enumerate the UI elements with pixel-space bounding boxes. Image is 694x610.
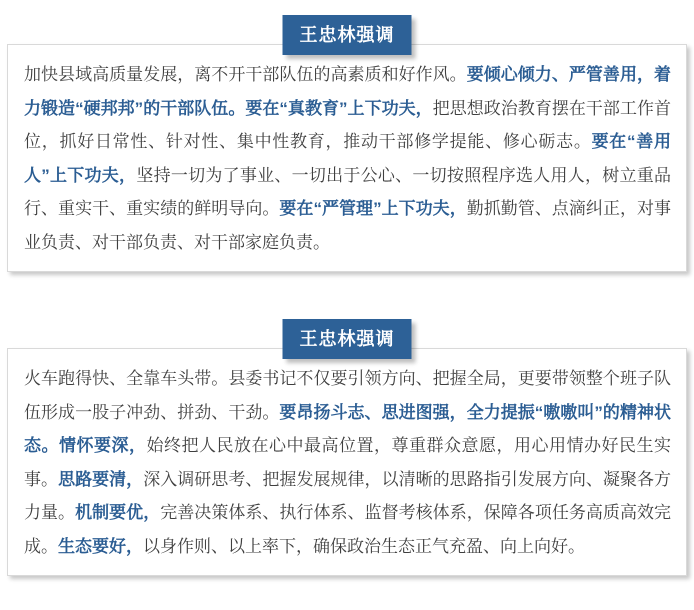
emphasized-text-run: 要倾心倾力、严管善用，着力锻造“硬邦邦”的干部队伍。要在“真教育”上下功夫，: [24, 65, 671, 118]
emphasized-text-run: 思路要清，: [58, 469, 144, 489]
quote-card-2: [7, 329, 687, 576]
text-run: 以身作则、以上率下，确保政治生态正气充盈、向上向好。: [143, 536, 585, 556]
speaker-badge: 王忠林强调: [283, 15, 412, 55]
emphasized-text-run: 要在“善用人”上下功夫，: [24, 132, 672, 185]
text-run: 加快县域高质量发展，离不开干部队伍的高素质和好作风。: [24, 65, 467, 84]
text-run: 把思想政治教育摆在干部工作首位，抓好日常性、针对性、集中性教育，推动干部修学提能、修心砺志。: [24, 98, 672, 151]
speaker-badge: 王忠林强调: [283, 319, 412, 359]
text-run: 勤抓勤管、点滴纠正，对事业负责、对干部负责、对干部家庭负责。: [24, 199, 672, 252]
quote-paragraph: [8, 45, 686, 271]
quote-paragraph: [8, 349, 686, 575]
emphasized-text-run: 机制要优，: [75, 503, 161, 522]
emphasized-text-run: 生态要好，: [58, 536, 143, 556]
text-run: 坚持一切为了事业、一切出于公心、一切按照程序选人用人，树立重品行、重实干、重实绩的鲜明导向。: [24, 165, 672, 218]
emphasized-text-run: 要在“严管理”上下功夫，: [279, 199, 467, 218]
quote-card-1: [7, 25, 687, 272]
text-run: 火车跑得快、全靠车头带。县委书记不仅要引领方向、把握全局，更要带领整个班子队伍形成一股子冲劲、拼劲、干劲。: [24, 369, 671, 422]
emphasized-text-run: 要昂扬斗志、思进图强，全力提振“嗷嗷叫”的精神状态。情怀要深，: [24, 402, 672, 455]
text-run: 深入调研思考、把握发展规律，以清晰的思路指引发展方向、凝聚各方力量。: [24, 469, 672, 522]
text-run: 始终把人民放在心中最高位置，尊重群众意愿，用心用情办好民生实事。: [24, 436, 671, 489]
text-run: 完善决策体系、执行体系、监督考核体系，保障各项任务高质高效完成。: [24, 503, 672, 556]
